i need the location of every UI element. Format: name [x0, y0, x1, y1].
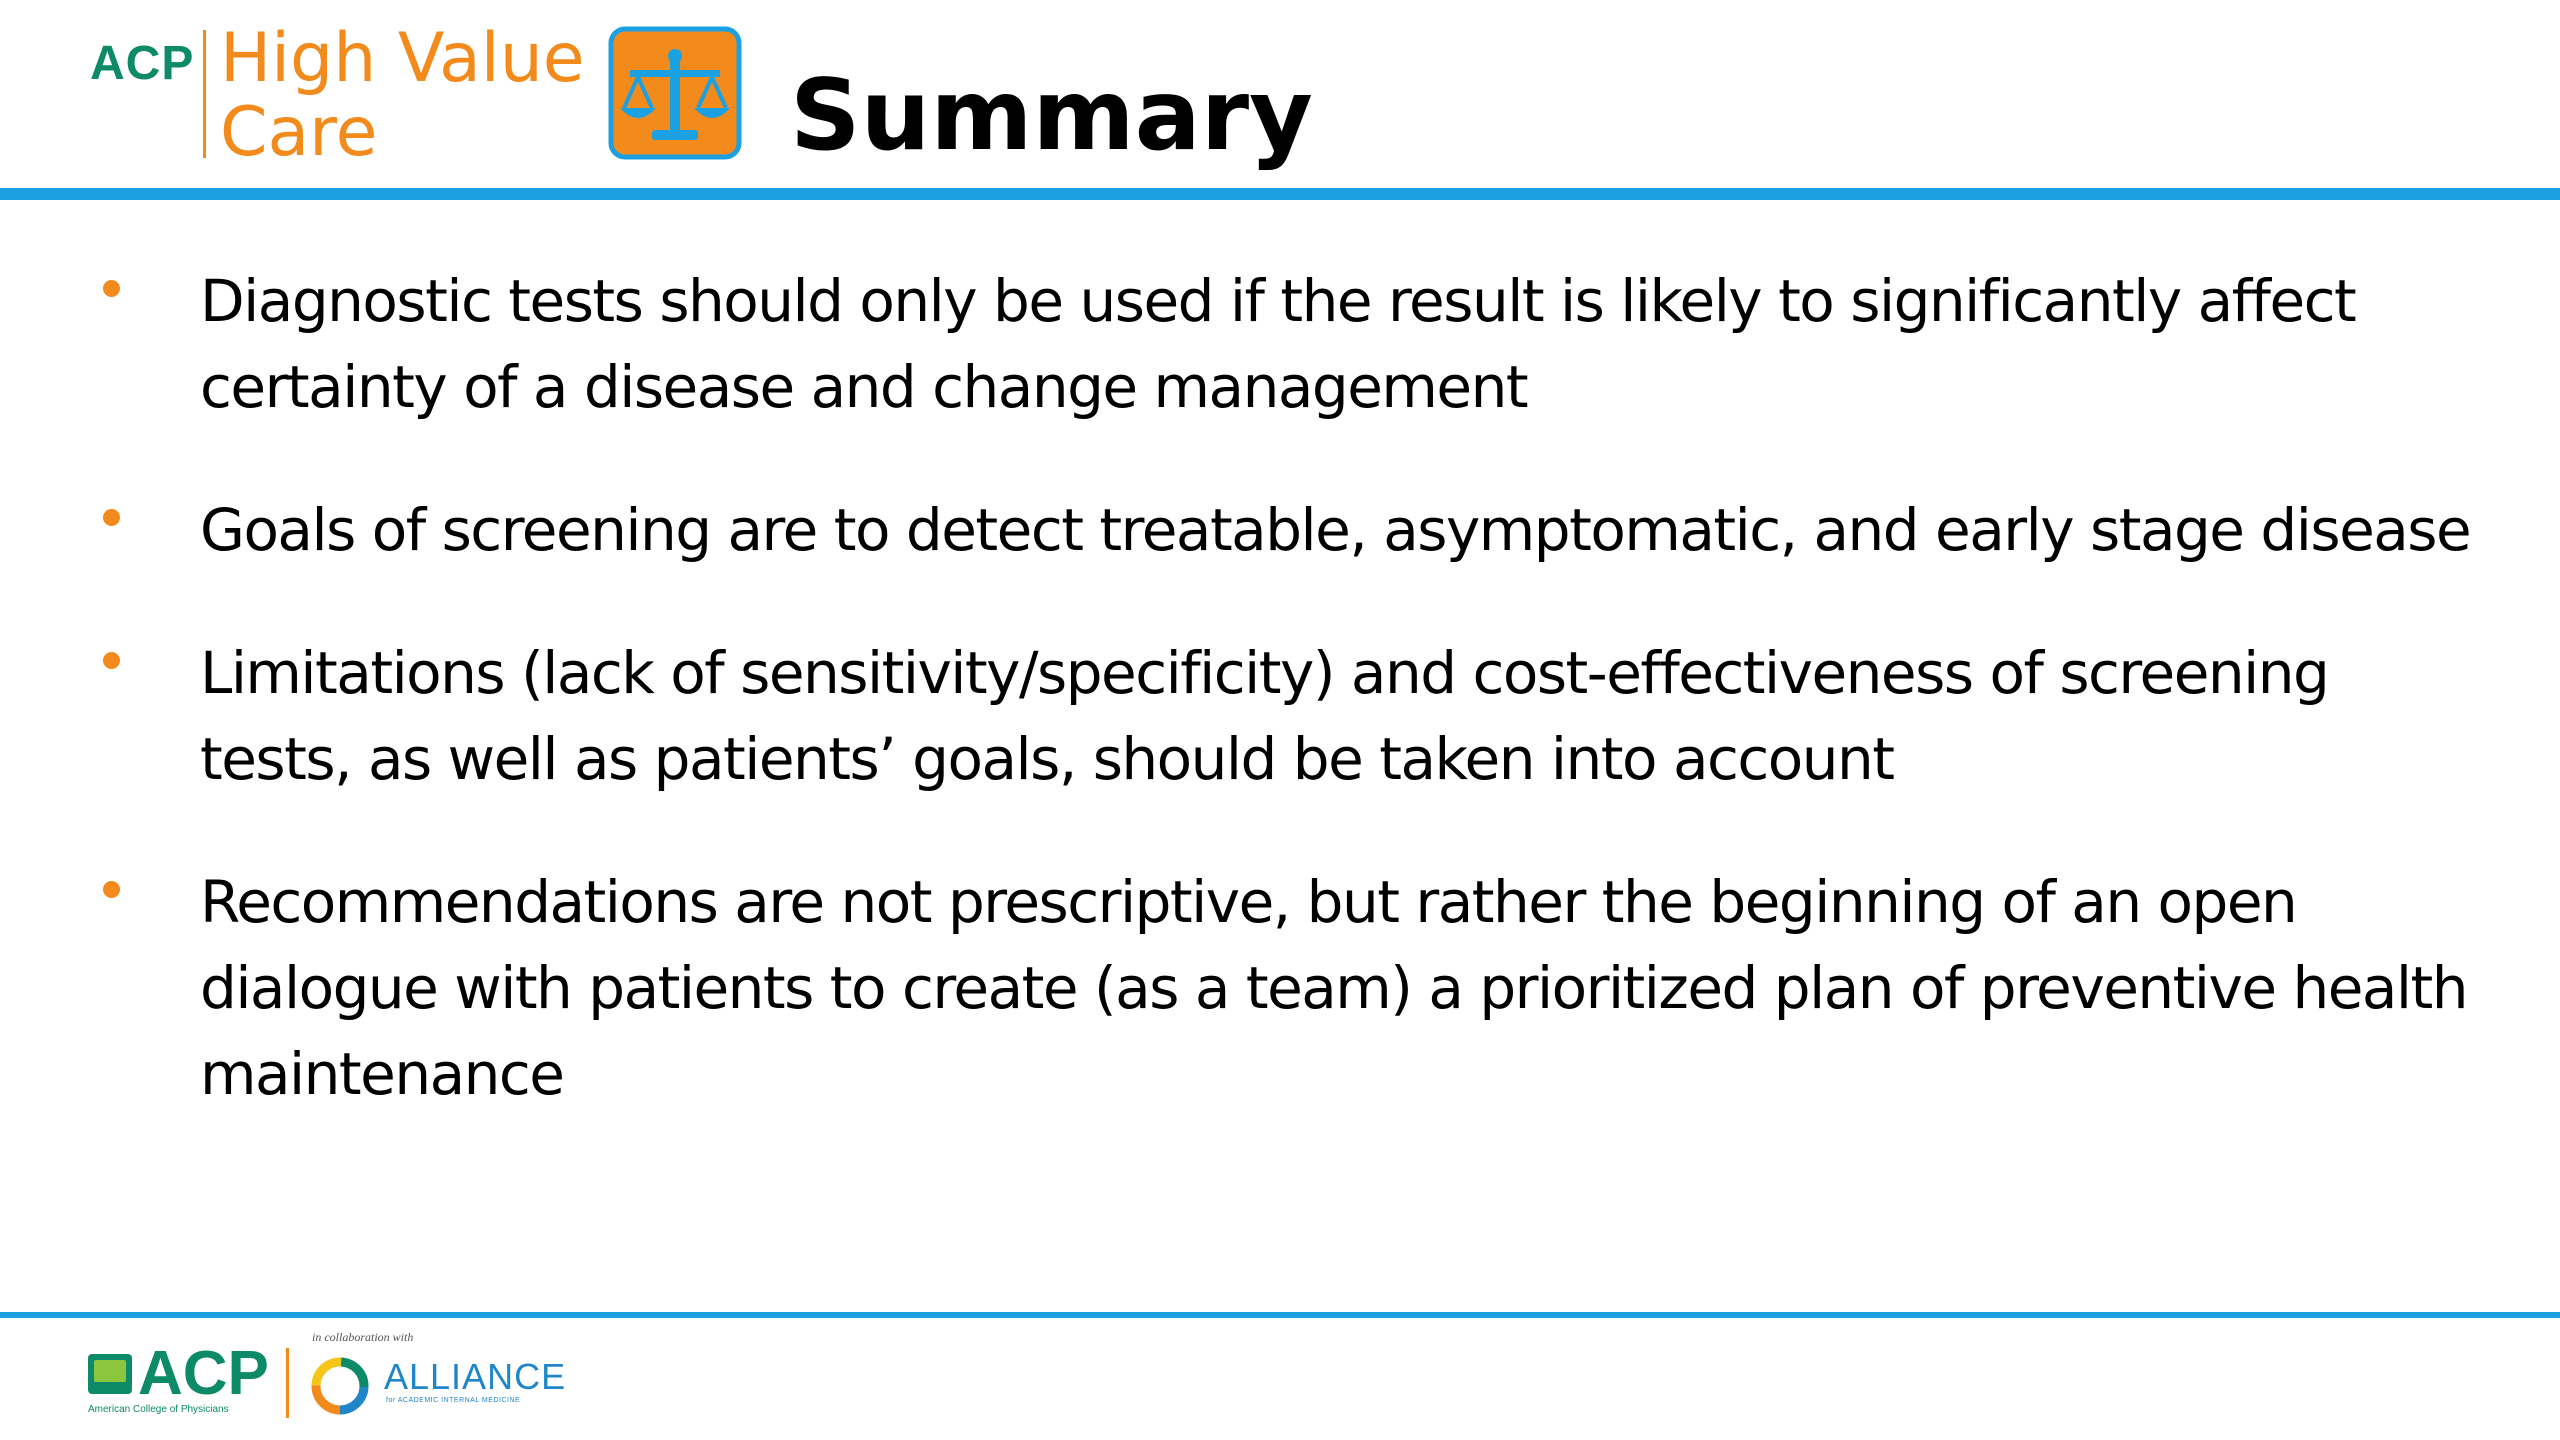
bullet-icon — [103, 881, 120, 898]
acp-mark-icon — [88, 1354, 132, 1394]
bullet-text: Recommendations are not prescriptive, but rather the beginning of an open dialogue with patients to create (as a team) a prioritized plan of preventive health maintenance — [200, 868, 2468, 1108]
balance-scale-icon — [608, 26, 742, 160]
alliance-ring-icon — [308, 1354, 372, 1418]
list-item — [0, 487, 2560, 573]
acp-footer-logo — [88, 1339, 288, 1418]
list-item — [0, 859, 2560, 1117]
collaboration-note: in collaboration with — [312, 1330, 414, 1344]
bullet-text: Diagnostic tests should only be used if the result is likely to significantly affect certainty of a disease and change management — [200, 267, 2356, 421]
page-title: Summary — [790, 59, 1313, 173]
alliance-logo-text: ALLIANCE — [384, 1356, 567, 1397]
acp-footer-subtitle: American College of Physicians — [88, 1404, 229, 1415]
alliance-subtitle: for ACADEMIC INTERNAL MEDICINE — [386, 1397, 521, 1404]
logo-divider — [203, 30, 206, 158]
high-value-care-logo — [220, 19, 585, 172]
list-item — [0, 630, 2560, 802]
header-rule — [0, 188, 2560, 200]
bullet-text: Goals of screening are to detect treatable, asymptomatic, and early stage disease — [200, 496, 2471, 564]
footer-rule — [0, 1312, 2560, 1318]
summary-list — [0, 258, 2560, 1174]
footer-divider — [286, 1348, 289, 1418]
bullet-text: Limitations (lack of sensitivity/specificity) and cost-effectiveness of screening tests, as well as patients’ goals, should be taken into account — [200, 639, 2329, 793]
bullet-icon — [103, 280, 120, 297]
bullet-icon — [103, 652, 120, 669]
bullet-icon — [103, 509, 120, 526]
logo-line-1: High Value — [220, 19, 585, 98]
logo-line-2: Care — [220, 93, 378, 172]
list-item — [0, 258, 2560, 430]
acp-logo-text: ACP — [90, 37, 195, 90]
acp-footer-text: ACP — [138, 1339, 269, 1408]
